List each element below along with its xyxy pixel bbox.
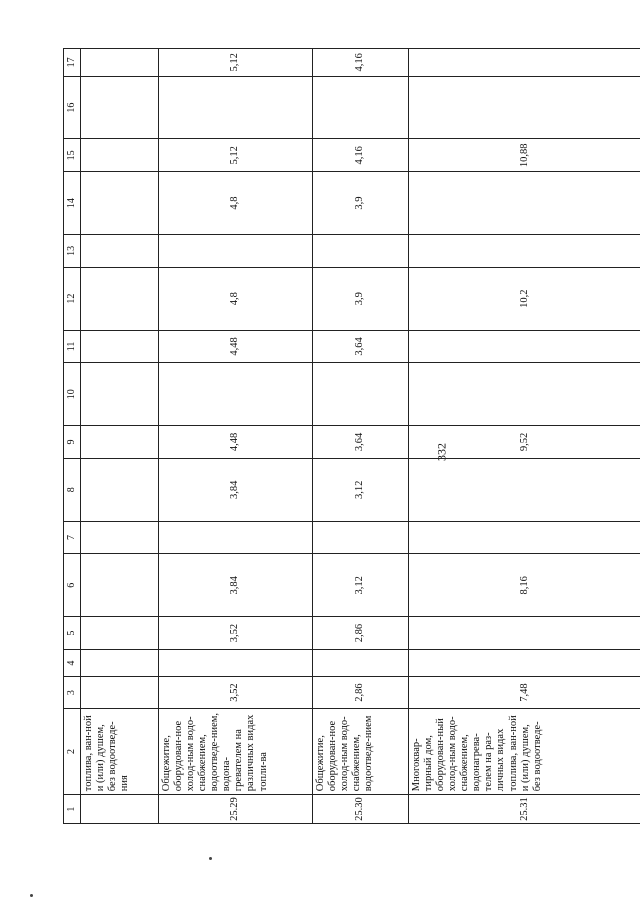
value-cell	[81, 139, 159, 172]
value-cell: 3,12	[313, 458, 409, 521]
value-cell: 3,64	[313, 330, 409, 363]
value-cell: 5,12	[159, 139, 313, 172]
value-cell	[409, 172, 640, 235]
value-cell: 8,16	[409, 554, 640, 617]
value-cell	[313, 521, 409, 554]
value-cell	[313, 76, 409, 139]
tariff-table	[63, 48, 640, 824]
value-cell	[313, 363, 409, 426]
scan-speck	[209, 857, 212, 860]
page-number: 332	[434, 443, 449, 461]
header-cell: 14	[64, 172, 81, 235]
value-cell: 4,8	[159, 172, 313, 235]
value-cell	[81, 363, 159, 426]
row-description: топлива, ван-ной и (или) душем, без водоотведе-ния	[81, 708, 159, 794]
header-cell: 1	[64, 795, 81, 824]
row-description: Многоквар-тирный дом, оборудован-ный холод-ным водо-снабжением, водонагрева-телем на раз-личных видах топлива, ван-ной и (или) душем, без водоотведе-	[409, 708, 640, 794]
value-cell: 3,84	[159, 458, 313, 521]
table-row	[313, 49, 409, 824]
table-row	[159, 49, 313, 824]
row-id: 25.29	[159, 795, 313, 824]
value-cell	[81, 617, 159, 650]
value-cell	[81, 172, 159, 235]
value-cell	[81, 426, 159, 459]
rotated-table-container	[63, 48, 640, 824]
value-cell: 10,2	[409, 267, 640, 330]
header-cell: 6	[64, 554, 81, 617]
value-cell	[81, 49, 159, 77]
value-cell	[409, 363, 640, 426]
row-id: 25.30	[313, 795, 409, 824]
value-cell: 3,9	[313, 172, 409, 235]
value-cell	[81, 521, 159, 554]
value-cell	[81, 235, 159, 268]
value-cell	[81, 267, 159, 330]
header-cell: 10	[64, 363, 81, 426]
value-cell	[409, 235, 640, 268]
table-frame	[63, 48, 640, 824]
value-cell	[409, 330, 640, 363]
header-cell: 2	[64, 708, 81, 794]
value-cell: 9,52	[409, 426, 640, 459]
header-cell: 11	[64, 330, 81, 363]
value-cell: 4,48	[159, 426, 313, 459]
header-cell: 5	[64, 617, 81, 650]
row-id	[81, 795, 159, 824]
value-cell: 4,16	[313, 49, 409, 77]
table-row	[409, 49, 640, 824]
value-cell	[159, 76, 313, 139]
value-cell: 4,48	[159, 330, 313, 363]
header-cell: 15	[64, 139, 81, 172]
header-cell: 3	[64, 677, 81, 708]
value-cell: 3,64	[313, 426, 409, 459]
value-cell	[409, 617, 640, 650]
header-cell: 8	[64, 458, 81, 521]
value-cell: 3,52	[159, 677, 313, 708]
header-cell: 9	[64, 426, 81, 459]
value-cell	[159, 363, 313, 426]
value-cell: 3,84	[159, 554, 313, 617]
header-cell: 13	[64, 235, 81, 268]
value-cell: 4,16	[313, 139, 409, 172]
row-description: Общежитие, оборудован-ное холод-ным водо-снабжением, водоотведе-нием, водона-гревателем на различных видах топли-ва	[159, 708, 313, 794]
value-cell	[409, 76, 640, 139]
value-cell: 10,88	[409, 139, 640, 172]
header-row	[64, 49, 81, 824]
value-cell	[81, 554, 159, 617]
value-cell: 5,12	[159, 49, 313, 77]
value-cell	[409, 649, 640, 676]
header-cell: 4	[64, 649, 81, 676]
header-cell: 17	[64, 49, 81, 77]
value-cell	[159, 521, 313, 554]
scan-speck	[30, 894, 33, 897]
value-cell: 2,86	[313, 677, 409, 708]
value-cell	[409, 458, 640, 521]
value-cell	[313, 235, 409, 268]
header-cell: 12	[64, 267, 81, 330]
value-cell: 3,9	[313, 267, 409, 330]
value-cell: 2,86	[313, 617, 409, 650]
value-cell	[159, 235, 313, 268]
value-cell	[81, 677, 159, 708]
header-cell: 16	[64, 76, 81, 139]
value-cell	[409, 49, 640, 77]
value-cell	[81, 649, 159, 676]
value-cell: 3,52	[159, 617, 313, 650]
value-cell: 4,8	[159, 267, 313, 330]
value-cell	[313, 649, 409, 676]
table-row	[81, 49, 159, 824]
value-cell	[81, 458, 159, 521]
value-cell	[81, 330, 159, 363]
value-cell	[81, 76, 159, 139]
row-description: Общежитие, оборудован-ное холод-ным водо-снабжением, водоотведе-нием	[313, 708, 409, 794]
value-cell: 3,12	[313, 554, 409, 617]
value-cell	[159, 649, 313, 676]
header-cell: 7	[64, 521, 81, 554]
row-id: 25.31	[409, 795, 640, 824]
value-cell: 7,48	[409, 677, 640, 708]
value-cell	[409, 521, 640, 554]
